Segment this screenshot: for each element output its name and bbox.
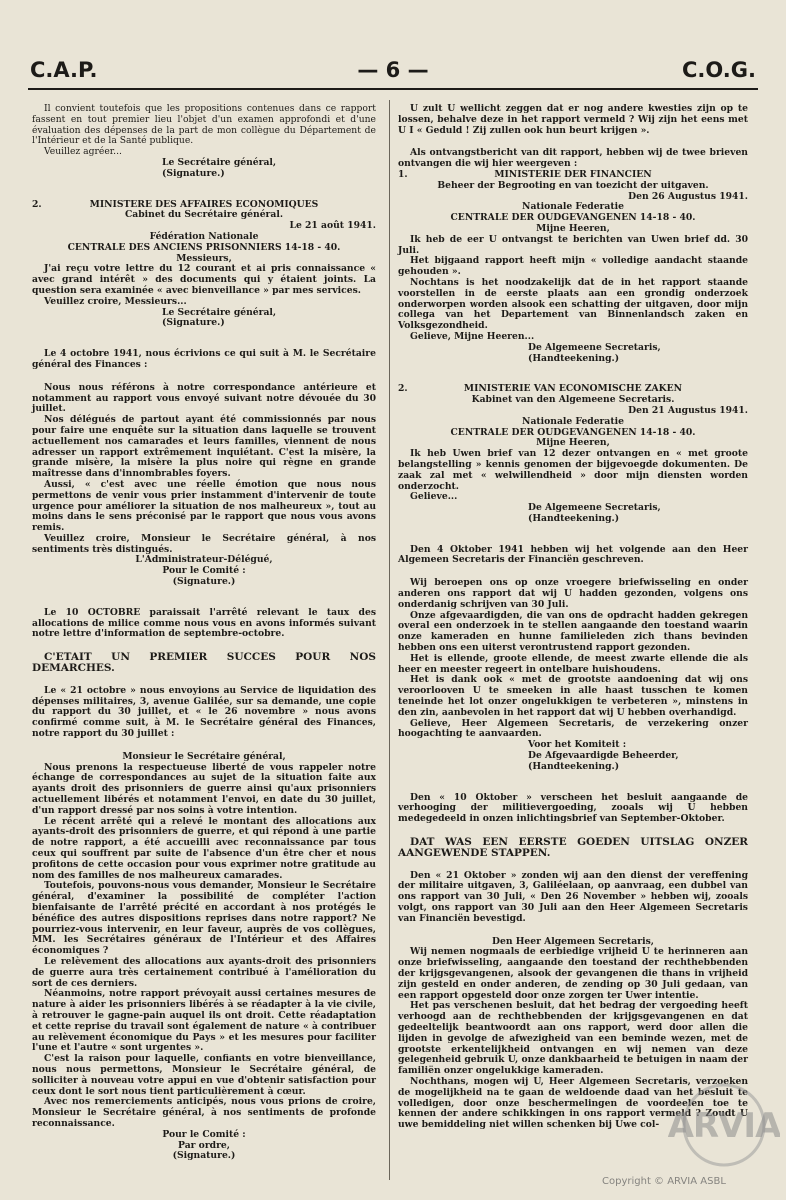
signature-title: De Afgevaardigde Beheerder, [528, 750, 679, 762]
paragraph: Nous prenons la respectueuse liberté de vous rappeler notre échange de correspondances au sujet de la situation faite aux ayants droit des prisonniers de guerre ainsi qu'aux prisonniers actuellement libérés et notamment l'envoi, en date du 30 juillet, d'un rapport dressé par nos soins à votre intention. [32, 761, 376, 816]
signature-title: De Algemeene Secretaris, [528, 341, 661, 353]
salutation: Mijne Heeren, [536, 437, 610, 449]
column-divider [389, 100, 390, 1180]
header-rule [28, 88, 758, 90]
section-heading: DAT WAS EEN EERSTE GOEDEN UITSLAG ONZER AANGEWENDE STAPPEN. [398, 836, 748, 859]
federation-label: Nationale Federatie [522, 201, 624, 213]
centrale-name: CENTRALE DES ANCIENS PRISONNIERS 14-18 - 40. [67, 241, 341, 253]
paragraph: Le 4 octobre 1941, nous écrivions ce qui suit à M. le Secrétaire général des Finances : [32, 348, 376, 370]
signature: (Signature.) [172, 576, 236, 588]
signature-title: Par ordre, [178, 1139, 230, 1151]
french-column [32, 104, 376, 1162]
signature: (Signature.) [172, 1150, 236, 1162]
salutation: Messieurs, [176, 252, 232, 264]
paragraph: Als ontvangstbericht van dit rapport, hebben wij de twee brieven ontvangen die wij hier weergeven : [398, 147, 748, 170]
letter-date: Den 26 Augustus 1941. [628, 190, 748, 202]
signature-title: Le Secrétaire général, [162, 156, 277, 168]
signature-title: Pour le Comité : [162, 1128, 246, 1140]
paragraph: Il convient toutefois que les propositions contenues dans ce rapport fassent en tout premier lieu l'objet d'un examen approfondi et d'une évaluation des dépenses de la part de mon collègue du Département de l'Intérieur et de la Santé publique. [32, 103, 376, 147]
section-heading: C'ETAIT UN PREMIER SUCCES POUR NOS DEMARCHES. [32, 651, 376, 675]
letter-number: 2. [398, 383, 408, 395]
dutch-column [398, 104, 748, 1131]
paragraph: Veuillez agréer... [44, 146, 122, 158]
letter-1 [398, 170, 748, 364]
paragraph: Het is dank ook « met de grootste aandoening dat wij ons veroorlooven U te smeeken in alle haast tusschen te komen teneinde het lot onzer ongelukkigen te verbeteren », minstens in den zin, aanbevolen in het rapport dat wij U hebben overhandigd. [398, 674, 748, 718]
paragraph: Néanmoins, notre rapport prévoyait aussi certaines mesures de nature à aider les prisonniers libérés à se réadapter à la vie civile, à retrouver le gagne-pain auquel ils ont droit. Cette réadaptation et cette reprise du travail sont également de nature « à contribuer au relèvement économique du Pays » et les mesures pour faciliter l'une et l'autre « sont urgentes ». [32, 988, 376, 1054]
ministry-subtitle: Beheer der Begrooting en van toezicht der uitgaven. [437, 179, 709, 191]
paragraph: Den « 21 Oktober » zonden wij aan den dienst der vereffening der militaire uitgaven, 3, Galiléelaan, op aanvraag, een dubbel van ons rapport van 30 Juli, « Den 26 November » hebben wij, zooals volgt, ons rapport van 30 Juli aan den Heer Algemeen Secretaris van Financiën bevestigd. [398, 869, 748, 924]
paragraph: Den « 10 Oktober » verscheen het besluit aangaande de verhooging der militievergoeding, zooals wij U hebben medegedeeld in onzen inlichtingsbrief van September-Oktober. [398, 791, 748, 825]
paragraph: Nochtans is het noodzakelijk dat de in het rapport staande voorstellen in de eerste plaats aan een grondig onderzoek onderworpen worden alsook een schatting der uitgaven, door mijn collega van het Departement van Binnenlandsch zaken en Volksgezondheid. [398, 276, 748, 332]
signature-title: Pour le Comité : [162, 565, 246, 577]
salutation: Monsieur le Secrétaire général, [122, 750, 286, 762]
paragraph: Ik heb Uwen brief van 12 dezer ontvangen en « met groote belangstelling » kennis genomen der bijgevoegde dokumenten. De zaak zal met « welwillendheid » door mijn diensten worden onderzocht. [398, 448, 748, 492]
salutation: Mijne Heeren, [536, 222, 610, 234]
paragraph: Het bijgaand rapport heeft mijn « volledige aandacht staande gehouden ». [398, 255, 748, 278]
paragraph: C'est la raison pour laquelle, confiants en votre bienveillance, nous nous permettons, Monsieur le Secrétaire général, de solliciter à nouveau votre appui en vue d'obtenir satisfaction pour ceux dont le sort nous tient particulièrement à cœur. [32, 1053, 376, 1097]
archive-watermark [668, 1080, 780, 1170]
signature: (Handteekening.) [528, 760, 620, 772]
paragraph: Wij beroepen ons op onze vroegere briefwisseling en onder anderen ons rapport dat wij U hadden gezonden, volgens ons onderdanig schrijven van 30 Juli. [398, 577, 748, 610]
paragraph: Veuillez croire, Messieurs... [44, 295, 187, 307]
paragraph: Nous nous référons à notre correspondance antérieure et notamment au rapport vous envoyé suivant notre dévouée du 30 juillet. [32, 381, 376, 415]
letter-number: 2. [32, 198, 42, 210]
signature-title: L'Administrateur-Délégué, [135, 554, 273, 566]
paragraph: Veuillez croire, Monsieur le Secrétaire général, à nos sentiments très distingués. [32, 532, 376, 555]
watermark-logo-icon [668, 1080, 780, 1170]
federation-label: Nationale Federatie [522, 415, 624, 427]
letter-number: 1. [398, 168, 408, 180]
paragraph: Ik heb de eer U ontvangst te berichten van Uwen brief dd. 30 Juli. [398, 233, 748, 256]
ministry-subtitle: Kabinet van den Algemeene Secretaris. [471, 394, 675, 406]
signature: (Signature.) [162, 317, 225, 329]
signature-title: Voor het Komiteit : [528, 739, 627, 751]
paragraph: Toutefois, pouvons-nous vous demander, Monsieur le Secrétaire général, d'examiner la possibilité de compléter l'action bienfaisante de l'arrêté précité en accordant à nos protégés le bénéfice des autres dispositions reprises dans notre rapport? Ne pourriez-vous intervenir, en leur faveur, auprès de vos collègues, MM. les Secrétaires généraux de l'Intérieur et des Affaires économiques ? [32, 880, 376, 957]
signature-title: Le Secrétaire général, [162, 306, 277, 318]
paragraph: Gelieve, Heer Algemeen Secretaris, de verzekering onzer hoogachting te aanvaarden. [398, 717, 748, 740]
paragraph: Le récent arrêté qui a relevé le montant des allocations aux ayants-droit des prisonniers de guerre, et qui répond à une partie de notre rapport, a été accueilli avec reconnaissance par tous ceux qui souffrent par suite de l'absence d'un être cher et nous profitons de cette occasion pour vous exprimer notre gratitude au nom des familles de nos malheureux camarades. [32, 815, 376, 881]
paragraph: Wij nemen nogmaals de eerbiedige vrijheid U te herinneren aan onze briefwisseling, aangaande den toestand der rechthebbenden der krijgsgevangenen, alsook der gevangenen die thans in vrijheid zijn gesteld en onder anderen, de zending op 30 Juli gedaan, van een rapport opgesteld door onze zorgen ter Uwer intentie. [398, 946, 748, 1001]
ministry-subtitle: Cabinet du Secrétaire général. [124, 209, 284, 221]
watermark-text: ARVIA [668, 1106, 780, 1146]
ministry-title: MINISTERIE DER FINANCIEN [494, 168, 652, 180]
paragraph: Gelieve, Mijne Heeren... [410, 330, 535, 342]
letter-date: Den 21 Augustus 1941. [628, 404, 748, 416]
paragraph: U zult U wellicht zeggen dat er nog andere kwesties zijn op te lossen, behalve deze in het rapport vermeld ? Wij zijn het eens met U I « Geduld ! Zij zullen ook hun beurt krijgen ». [398, 103, 748, 136]
paragraph: Le relèvement des allocations aux ayants-droit des prisonniers de guerre aura très certainement contribué à l'amélioration du sort de ces derniers. [32, 955, 376, 989]
page-number: — 6 — [357, 58, 429, 82]
header-left: C.A.P. [30, 58, 98, 82]
paragraph: Avec nos remerciements anticipés, nous vous prions de croire, Monsieur le Secrétaire général, à nos sentiments de profonde reconnaissance. [32, 1096, 376, 1129]
paragraph: J'ai reçu votre lettre du 12 courant et ai pris connaissance « avec grand intérêt » des documents qui y étaient joints. La question sera examinée « avec bienveillance » par mes services. [32, 263, 376, 296]
ministry-title: MINISTERE DES AFFAIRES ECONOMIQUES [89, 198, 319, 210]
page-header [30, 58, 756, 88]
signature: (Handteekening.) [528, 352, 620, 364]
letter-2 [32, 200, 376, 330]
signature: (Handteekening.) [528, 512, 620, 524]
header-right: C.O.G. [682, 58, 756, 82]
letter-date: Le 21 août 1941. [289, 220, 376, 232]
ministry-title: MINISTERIE VAN ECONOMISCHE ZAKEN [463, 383, 683, 395]
paragraph: Het pas verschenen besluit, dat het bedrag der vergoeding heeft verhoogd aan de rechthebbenden der krijgsgevangenen en dat gedeeltelijk beantwoordt aan ons rapport, werd door allen die lijden in gevolge de afwezigheid van een beminde wezen, met de grootste erkentelijkheid ontvangen en wij nemen van deze gelegenheid gebruik U, onze dankbaarheid te betuigen in naam der familiën onzer ongelukkige kameraden. [398, 1000, 748, 1077]
centrale-name: CENTRALE DER OUDGEVANGENEN 14-18 - 40. [450, 212, 696, 224]
paragraph: Nos délégués de partout ayant été commissionnés par nous pour faire une enquête sur la situation dans laquelle se trouvent actuellement nos camarades et leurs familles, viennent de nous adresser un rapport extrêmement inquiétant. C'est la misère, la grande misère, la misère la plus noire qui règne en grande maîtresse dans d'innombrables foyers. [32, 414, 376, 480]
paragraph: Den 4 Oktober 1941 hebben wij het volgende aan den Heer Algemeen Secretaris der Financiën geschreven. [398, 543, 748, 566]
salutation: Den Heer Algemeen Secretaris, [492, 935, 654, 947]
copyright-notice: Copyright © ARVIA ASBL [602, 1176, 726, 1187]
signature: (Signature.) [162, 167, 225, 179]
paragraph: Gelieve... [410, 491, 458, 503]
signature-title: De Algemeene Secretaris, [528, 502, 661, 514]
letter-2 [398, 384, 748, 524]
paragraph: Het is ellende, groote ellende, de meest zwarte ellende die als heer en meester regeert in ontelbare huishoudens. [398, 652, 748, 675]
federation-label: Fédération Nationale [149, 230, 259, 242]
paragraph: Aussi, « c'est avec une réelle émotion que nous nous permettons de venir vous prier instamment d'intervenir de toute urgence pour améliorer la situation de nos malheureux », tout au moins dans le sens préconisé par le rapport que nous vous avons remis. [32, 478, 376, 534]
paragraph: Nochthans, mogen wij U, Heer Algemeen Secretaris, verzoeken de mogelijkheid na te gaan de weldoende daad van het besluit te volledigen, door onze beschermelingen de voordeelen toe te kennen der andere schikkingen in ons rapport vermeld ? Zoudt U uwe bemiddeling niet willen schenken bij Uwe col- [398, 1075, 748, 1131]
paragraph: Le 10 OCTOBRE paraissait l'arrêté relevant le taux des allocations de milice comme nous vous en avons informés suivant notre lettre d'information de septembre-octobre. [32, 606, 376, 640]
centrale-name: CENTRALE DER OUDGEVANGENEN 14-18 - 40. [450, 426, 696, 438]
paragraph: Onze afgevaardigden, die van ons de opdracht hadden gekregen overal een onderzoek in te stellen aangaande den toestand waarin onze kameraden en hunne familieleden zich thans bevinden hebben ons een uiterst verontrustend rapport gezonden. [398, 609, 748, 654]
paragraph: Le « 21 octobre » nous envoyions au Service de liquidation des dépenses militaires, 3, avenue Galilée, sur sa demande, une copie du rapport du 30 juillet, et « le 26 novembre » nous avons confirmé comme suit, à M. le Secrétaire général des Finances, notre rapport du 30 juillet : [32, 684, 376, 740]
